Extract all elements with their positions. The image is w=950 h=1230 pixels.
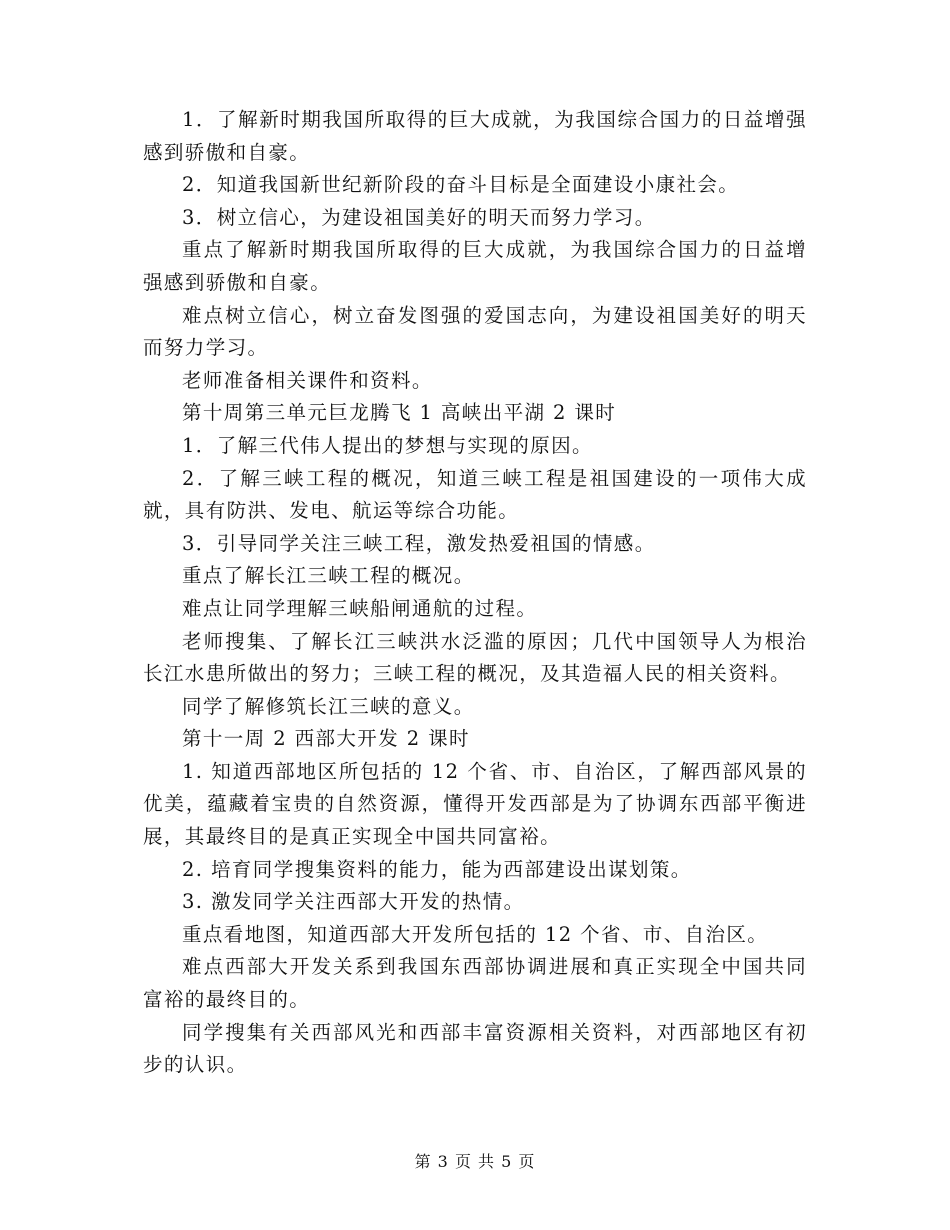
paragraph: 重点看地图，知道西部大开发所包括的 12 个省、市、自治区。 <box>182 922 769 946</box>
section-heading: 第十一周 2 西部大开发 2 课时 <box>182 727 470 751</box>
paragraph: 难点树立信心，树立奋发图强的爱国志向，为建设祖国美好的明天而努力学习。 <box>143 303 807 360</box>
paragraph: 1．了解新时期我国所取得的巨大成就，为我国综合国力的日益增强感到骄傲和自豪。 <box>143 108 807 164</box>
paragraph: 2．了解三峡工程的概况，知道三峡工程是祖国建设的一项伟大成就，具有防洪、发电、航运等综合功能。 <box>143 466 807 523</box>
paragraph: 难点让同学理解三峡船闸通航的过程。 <box>182 596 538 620</box>
paragraph: 1．了解三代伟人提出的梦想与实现的原因。 <box>182 433 593 457</box>
paragraph: 1. 知道西部地区所包括的 12 个省、市、自治区，了解西部风景的优美，蕴藏着宝贵的自然资源，懂得开发西部是为了协调东西部平衡进展，其最终目的是真正实现全中国共同富裕。 <box>143 759 807 849</box>
paragraph: 3．树立信心，为建设祖国美好的明天而努力学习。 <box>182 205 656 229</box>
paragraph: 2. 培育同学搜集资料的能力，能为西部建设出谋划策。 <box>182 857 692 881</box>
paragraph: 难点西部大开发关系到我国东西部协调进展和真正实现全中国共同富裕的最终目的。 <box>143 955 807 1012</box>
paragraph: 重点了解新时期我国所取得的巨大成就，为我国综合国力的日益增强感到骄傲和自豪。 <box>143 238 807 294</box>
document-body <box>143 104 807 1082</box>
paragraph: 3．引导同学关注三峡工程，激发热爱祖国的情感。 <box>182 531 656 555</box>
paragraph: 2．知道我国新世纪新阶段的奋斗目标是全面建设小康社会。 <box>182 173 740 197</box>
paragraph: 老师搜集、了解长江三峡洪水泛滥的原因；几代中国领导人为根治长江水患所做出的努力；三峡工程的概况，及其造福人民的相关资料。 <box>143 629 807 686</box>
section-heading: 第十周第三单元巨龙腾飞 1 高峡出平湖 2 课时 <box>182 401 617 425</box>
paragraph: 同学了解修筑长江三峡的意义。 <box>182 694 475 718</box>
paragraph: 老师准备相关课件和资料。 <box>182 368 433 392</box>
paragraph: 重点了解长江三峡工程的概况。 <box>182 564 475 588</box>
paragraph: 3. 激发同学关注西部大开发的热情。 <box>182 890 525 914</box>
paragraph: 同学搜集有关西部风光和西部丰富资源相关资料，对西部地区有初步的认识。 <box>143 1020 807 1077</box>
page-number-footer: 第 3 页 共 5 页 <box>414 1152 536 1171</box>
